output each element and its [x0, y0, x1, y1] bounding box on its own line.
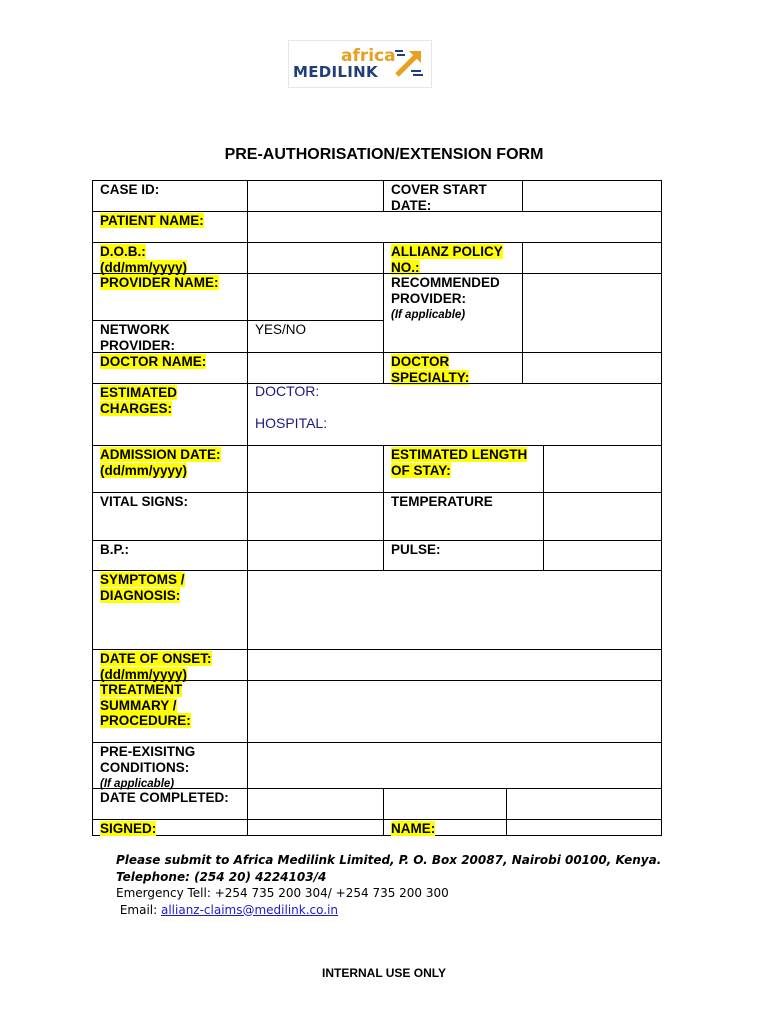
input-recommended-provider[interactable]	[522, 273, 662, 353]
form-title: PRE-AUTHORISATION/EXTENSION FORM	[224, 146, 544, 163]
logo-text-africa: africa	[341, 46, 396, 66]
input-admission-date[interactable]	[247, 445, 384, 493]
company-logo	[288, 40, 432, 88]
input-vital-signs[interactable]	[247, 492, 384, 541]
network-provider-yes-no[interactable]: YES/NO	[247, 320, 384, 353]
label-name: NAME:	[383, 819, 507, 836]
footer-telephone: Telephone: (254 20) 4224103/4	[116, 869, 327, 884]
label-case-id: CASE ID:	[92, 180, 248, 212]
footer-email-link[interactable]: allianz-claims@medilink.co.in	[160, 902, 339, 917]
input-pre-existing-conditions[interactable]	[247, 742, 662, 789]
charges-hospital-label: HOSPITAL:	[255, 414, 328, 431]
label-patient-name: PATIENT NAME:	[92, 211, 248, 243]
label-allianz-policy-no: ALLIANZ POLICY NO.:	[383, 242, 523, 274]
input-temperature[interactable]	[543, 492, 662, 541]
label-recommended-provider: RECOMMENDED PROVIDER: (If applicable)	[383, 273, 523, 353]
label-doctor-specialty: DOCTOR SPECIALTY:	[383, 352, 523, 384]
input-treatment-summary[interactable]	[247, 680, 662, 743]
input-case-id[interactable]	[247, 180, 384, 212]
input-doctor-name[interactable]	[247, 352, 384, 384]
input-symptoms-diagnosis[interactable]	[247, 570, 662, 650]
input-bp[interactable]	[247, 540, 384, 571]
date-completed-cell-2[interactable]	[383, 788, 507, 820]
label-dob: D.O.B.: (dd/mm/yyyy)	[92, 242, 248, 274]
label-date-of-onset: DATE OF ONSET: (dd/mm/yyyy)	[92, 649, 248, 681]
label-treatment-summary: TREATMENT SUMMARY / PROCEDURE:	[92, 680, 248, 743]
input-dob[interactable]	[247, 242, 384, 274]
label-estimated-charges: ESTIMATED CHARGES:	[92, 383, 248, 446]
label-date-completed: DATE COMPLETED:	[92, 788, 248, 820]
label-bp: B.P.:	[92, 540, 248, 571]
input-cover-start-date[interactable]	[522, 180, 662, 212]
input-provider-name[interactable]	[247, 273, 384, 321]
label-estimated-length-of-stay: ESTIMATED LENGTH OF STAY:	[383, 445, 544, 493]
footer-email-label: Email:	[119, 902, 161, 917]
label-provider-name: PROVIDER NAME:	[92, 273, 248, 321]
charges-doctor-label: DOCTOR:	[255, 383, 320, 399]
input-signed[interactable]	[247, 819, 384, 836]
label-signed: SIGNED:	[92, 819, 248, 836]
label-pre-existing-conditions: PRE-EXISITNG CONDITIONS: (If applicable)	[92, 742, 248, 789]
input-patient-name[interactable]	[247, 211, 662, 243]
logo-text-medilink: MEDILINK	[293, 63, 378, 81]
input-allianz-policy-no[interactable]	[522, 242, 662, 274]
date-completed-cell-3[interactable]	[506, 788, 662, 820]
footer-address: Please submit to Africa Medilink Limited, P. O. Box 20087, Nairobi 00100, Kenya.	[116, 853, 662, 867]
footer-email-line	[116, 902, 661, 919]
label-pulse: PULSE:	[383, 540, 544, 571]
input-estimated-charges[interactable]	[247, 383, 662, 446]
label-vital-signs: VITAL SIGNS:	[92, 492, 248, 541]
label-network-provider: NETWORK PROVIDER:	[92, 320, 248, 353]
input-doctor-specialty[interactable]	[522, 352, 662, 384]
label-temperature: TEMPERATURE	[383, 492, 544, 541]
label-cover-start-date: COVER START DATE:	[383, 180, 523, 212]
footer-emergency: Emergency Tell: +254 735 200 304/ +254 735 200 300	[116, 886, 449, 900]
internal-use-only: INTERNAL USE ONLY	[321, 966, 447, 980]
logo-arrow-icon	[391, 45, 427, 83]
label-admission-date: ADMISSION DATE: (dd/mm/yyyy)	[92, 445, 248, 493]
input-date-completed[interactable]	[247, 788, 384, 820]
input-estimated-length-of-stay[interactable]	[543, 445, 662, 493]
submission-footer	[116, 852, 661, 918]
input-date-of-onset[interactable]	[247, 649, 662, 681]
input-pulse[interactable]	[543, 540, 662, 571]
label-doctor-name: DOCTOR NAME:	[92, 352, 248, 384]
input-name[interactable]	[506, 819, 662, 836]
label-symptoms-diagnosis: SYMPTOMS / DIAGNOSIS:	[92, 570, 248, 650]
